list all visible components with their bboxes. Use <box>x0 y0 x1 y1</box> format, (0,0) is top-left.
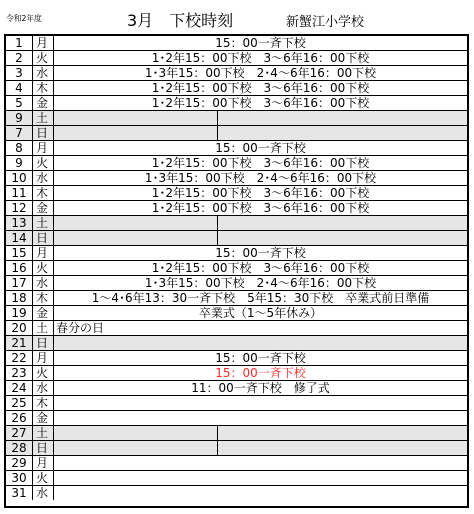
date-cell: 3 <box>6 66 33 80</box>
date-cell: 24 <box>6 381 33 395</box>
table-row <box>6 366 467 381</box>
date-cell: 14 <box>6 231 33 245</box>
dismissal-note-cell <box>54 441 218 455</box>
dismissal-note-cell: 1～4･6年13：30一斉下校 5年15：30下校 卒業式前日準備 <box>91 291 430 305</box>
table-row <box>6 441 467 456</box>
date-cell: 5 <box>6 96 33 110</box>
weekday-cell: 火 <box>33 51 54 65</box>
date-cell: 31 <box>6 486 33 500</box>
weekday-cell: 土 <box>33 321 54 335</box>
table-row <box>6 351 467 366</box>
date-cell: 30 <box>6 471 33 485</box>
date-cell: 12 <box>6 201 33 215</box>
table-row <box>6 276 467 291</box>
school-name: 新蟹江小学校 <box>286 15 365 30</box>
weekday-cell: 日 <box>33 126 54 140</box>
table-row <box>6 231 467 246</box>
table-row <box>6 111 467 126</box>
date-cell: 22 <box>6 351 33 365</box>
dismissal-note-cell <box>54 231 218 245</box>
dismissal-note-cell <box>54 216 218 230</box>
dismissal-note-cell: 1･2年15：00下校 3～6年16：00下校 <box>151 81 370 95</box>
weekday-cell: 金 <box>33 306 54 320</box>
dismissal-note-cell: 15：00一斉下校 <box>215 141 306 155</box>
dismissal-note-cell: 1･3年15：00下校 2･4～6年16：00下校 <box>144 276 377 290</box>
dismissal-note-cell: 15：00一斉下校 <box>215 366 306 380</box>
date-cell: 1 <box>6 36 33 50</box>
table-row <box>6 141 467 156</box>
table-row <box>6 216 467 231</box>
date-cell: 13 <box>6 216 33 230</box>
weekday-cell: 月 <box>33 141 54 155</box>
weekday-cell: 火 <box>33 471 54 485</box>
weekday-cell: 水 <box>33 171 54 185</box>
table-row <box>6 126 467 141</box>
dismissal-note-cell <box>54 456 467 470</box>
weekday-cell: 火 <box>33 156 54 170</box>
date-cell: 25 <box>6 396 33 410</box>
dismissal-note-cell: 11：00一斉下校 修了式 <box>191 381 330 395</box>
page-title: 3月 下校時刻 <box>127 11 234 30</box>
dismissal-note-cell: 1･2年15：00下校 3～6年16：00下校 <box>151 96 370 110</box>
date-cell: 16 <box>6 261 33 275</box>
table-row <box>6 396 467 411</box>
weekday-cell: 日 <box>33 231 54 245</box>
table-row <box>6 306 467 321</box>
table-row <box>6 66 467 81</box>
dismissal-note-cell: 15：00一斉下校 <box>215 351 306 365</box>
weekday-cell: 木 <box>33 81 54 95</box>
table-row <box>6 471 467 486</box>
table-row <box>6 81 467 96</box>
date-cell: 19 <box>6 306 33 320</box>
dismissal-note-cell <box>54 111 218 125</box>
table-row <box>6 321 467 336</box>
table-row <box>6 51 467 66</box>
weekday-cell: 日 <box>33 441 54 455</box>
date-cell: 9 <box>6 156 33 170</box>
table-row <box>6 171 467 186</box>
weekday-cell: 土 <box>33 111 54 125</box>
table-row <box>6 456 467 471</box>
weekday-cell: 土 <box>33 216 54 230</box>
weekday-cell: 木 <box>33 291 54 305</box>
date-cell: 10 <box>6 171 33 185</box>
dismissal-note-cell: 1･3年15：00下校 2･4～6年16：00下校 <box>144 66 377 80</box>
date-cell: 2 <box>6 51 33 65</box>
table-row <box>6 261 467 276</box>
date-cell: 21 <box>6 336 33 350</box>
weekday-cell: 月 <box>33 351 54 365</box>
weekday-cell: 水 <box>33 276 54 290</box>
table-row <box>6 426 467 441</box>
date-cell: 23 <box>6 366 33 380</box>
date-cell: 20 <box>6 321 33 335</box>
weekday-cell: 金 <box>33 96 54 110</box>
weekday-cell: 木 <box>33 186 54 200</box>
date-cell: 7 <box>6 126 33 140</box>
date-cell: 4 <box>6 81 33 95</box>
date-cell: 8 <box>6 141 33 155</box>
dismissal-note-cell: 15：00一斉下校 <box>215 36 306 50</box>
dismissal-note-cell: 1･3年15：00下校 2･4～6年16：00下校 <box>144 171 377 185</box>
table-row <box>6 411 467 426</box>
date-cell: 27 <box>6 426 33 440</box>
dismissal-schedule-table <box>4 34 469 508</box>
date-cell: 15 <box>6 246 33 260</box>
table-row <box>6 291 467 306</box>
date-cell: 29 <box>6 456 33 470</box>
dismissal-note-cell <box>54 336 467 350</box>
page-header <box>0 0 474 34</box>
table-row <box>6 381 467 396</box>
table-row <box>6 96 467 111</box>
table-row <box>6 486 467 501</box>
dismissal-note-cell: 春分の日 <box>56 321 105 335</box>
date-cell: 9 <box>6 111 33 125</box>
weekday-cell: 月 <box>33 246 54 260</box>
date-cell: 28 <box>6 441 33 455</box>
table-row <box>6 156 467 171</box>
table-row <box>6 201 467 216</box>
weekday-cell: 火 <box>33 366 54 380</box>
date-cell: 17 <box>6 276 33 290</box>
dismissal-note-cell: 1･2年15：00下校 3～6年16：00下校 <box>151 201 370 215</box>
dismissal-note-cell <box>54 486 467 500</box>
dismissal-note-cell: 1･2年15：00下校 3～6年16：00下校 <box>151 51 370 65</box>
dismissal-note-cell <box>54 411 467 425</box>
dismissal-note-cell <box>54 396 467 410</box>
dismissal-note-cell: 1･2年15：00下校 3～6年16：00下校 <box>151 186 370 200</box>
weekday-cell: 金 <box>33 201 54 215</box>
fiscal-year-label: 令和2年度 <box>6 14 42 23</box>
date-cell: 26 <box>6 411 33 425</box>
weekday-cell: 水 <box>33 66 54 80</box>
dismissal-note-cell: 1･2年15：00下校 3～6年16：00下校 <box>151 261 370 275</box>
dismissal-note-cell <box>54 126 218 140</box>
weekday-cell: 日 <box>33 336 54 350</box>
weekday-cell: 月 <box>33 36 54 50</box>
table-row <box>6 246 467 261</box>
weekday-cell: 火 <box>33 261 54 275</box>
dismissal-note-cell: 15：00一斉下校 <box>215 246 306 260</box>
date-cell: 18 <box>6 291 33 305</box>
table-row <box>6 36 467 51</box>
date-cell: 11 <box>6 186 33 200</box>
dismissal-note-cell <box>54 426 218 440</box>
dismissal-note-cell: 卒業式（1～5年休み） <box>198 306 323 320</box>
weekday-cell: 土 <box>33 426 54 440</box>
dismissal-note-cell <box>54 471 467 485</box>
table-row <box>6 336 467 351</box>
weekday-cell: 金 <box>33 411 54 425</box>
weekday-cell: 水 <box>33 381 54 395</box>
dismissal-note-cell: 1･2年15：00下校 3～6年16：00下校 <box>151 156 370 170</box>
weekday-cell: 木 <box>33 396 54 410</box>
table-row <box>6 186 467 201</box>
weekday-cell: 月 <box>33 456 54 470</box>
weekday-cell: 水 <box>33 486 54 500</box>
